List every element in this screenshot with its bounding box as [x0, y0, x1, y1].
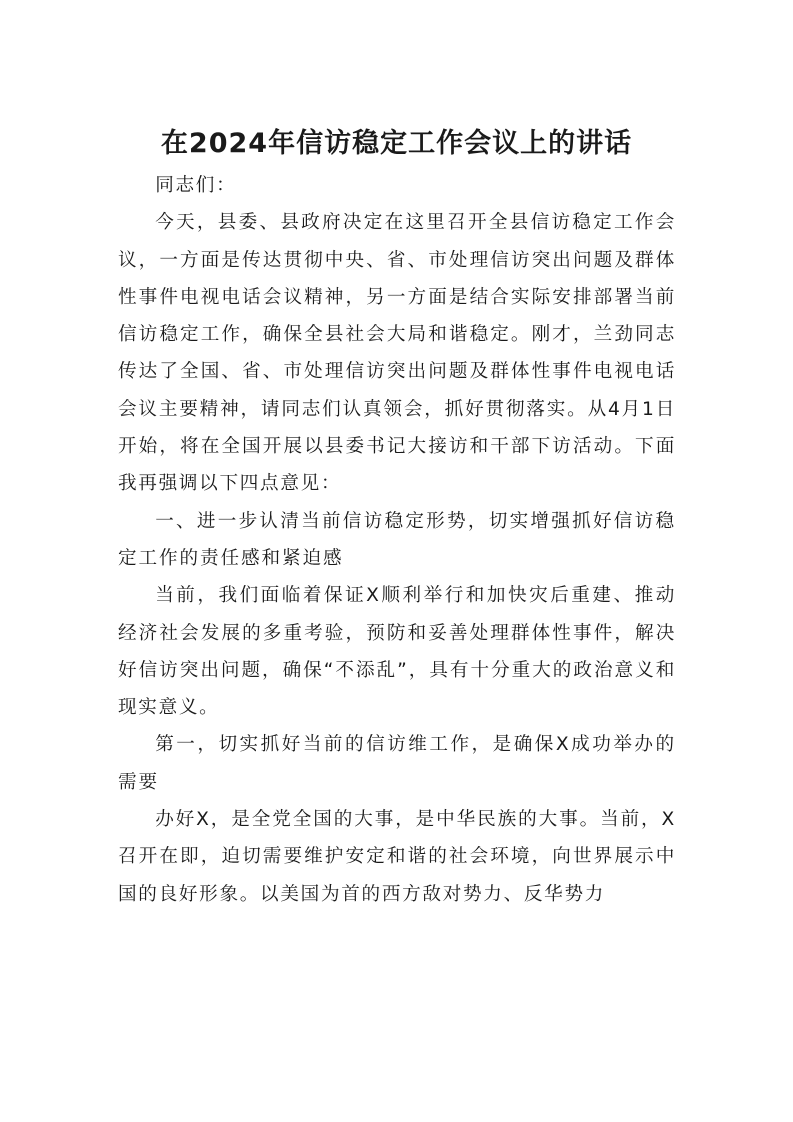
paragraph-intro: 今天，县委、县政府决定在这里召开全县信访稳定工作会议，一方面是传达贯彻中央、省、市处理信访突出问题及群体性事件电视电话会议精神，另一方面是结合实际安排部署当前信访稳定工作，确保全县社会大局和谐稳定。刚才，兰劲同志传达了全国、省、市处理信访突出问题及群体性事件电视电话会议主要精神，请同志们认真领会，抓好贯彻落实。从4月1日开始，将在全国开展以县委书记大接访和干部下访活动。下面我再强调以下四点意见： [118, 212, 676, 495]
paragraph-hosting-x: 办好X，是全党全国的大事，是中华民族的大事。当前，X召开在即，迫切需要维护安定和谐的社会环境，向世界展示中国的良好形象。以美国为首的西方敌对势力、反华势力 [118, 809, 676, 905]
section-heading-1: 一、进一步认清当前信访稳定形势，切实增强抓好信访稳定工作的责任感和紧迫感 [118, 510, 676, 569]
document-body [118, 167, 676, 913]
subsection-heading-first: 第一，切实抓好当前的信访维工作，是确保X成功举办的需要 [118, 734, 676, 793]
salutation: 同志们： [155, 175, 237, 196]
document-title: 在2024年信访稳定工作会议上的讲话 [160, 128, 633, 159]
paragraph-current-situation: 当前，我们面临着保证X顺利举行和加快灾后重建、推动经济社会发展的多重考验，预防和妥善处理群体性事件，解决好信访突出问题，确保“不添乱”，具有十分重大的政治意义和现实意义。 [118, 585, 676, 719]
